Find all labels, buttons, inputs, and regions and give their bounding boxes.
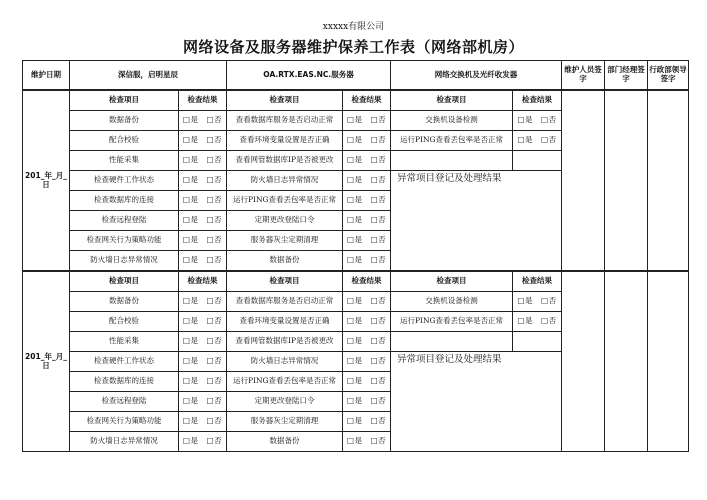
admin-sign-cell[interactable] — [648, 90, 689, 271]
check-result-options[interactable]: □是 □否 — [343, 211, 391, 231]
col-header-item: 检查项目 — [391, 271, 513, 292]
check-item: 性能采集 — [70, 151, 179, 171]
check-item: 检查远程登陆 — [70, 211, 179, 231]
check-item: 查看网管数据库IP是否被更改 — [227, 332, 343, 352]
col-header-item: 检查项目 — [227, 271, 343, 292]
dept-sign-cell[interactable] — [605, 90, 648, 271]
col-header-result: 检查结果 — [513, 90, 562, 111]
check-item: 检查网关行为策略功能 — [70, 231, 179, 251]
header-group-2: OA.RTX.EAS.NC.服务器 — [227, 61, 391, 91]
check-item: 运行PING查看丢包率是否正常 — [391, 312, 513, 332]
check-item: 定期更改登陆口令 — [227, 392, 343, 412]
check-result-options[interactable]: □是 □否 — [343, 292, 391, 312]
check-item: 性能采集 — [70, 332, 179, 352]
col-header-item: 检查项目 — [227, 90, 343, 111]
check-result-options[interactable]: □是 □否 — [179, 392, 227, 412]
check-item: 配合校验 — [70, 312, 179, 332]
header-admin-sign: 行政部领导签字 — [648, 61, 689, 91]
check-result-options[interactable]: □是 □否 — [343, 372, 391, 392]
check-item: 查看网管数据库IP是否被更改 — [227, 151, 343, 171]
check-result-options[interactable]: □是 □否 — [179, 151, 227, 171]
check-item: 数据备份 — [70, 292, 179, 312]
check-item: 数据备份 — [70, 111, 179, 131]
check-item: 查看数据库服务是否启动正常 — [227, 111, 343, 131]
check-item: 服务器灰尘定期清理 — [227, 412, 343, 432]
check-result-options[interactable]: □是 □否 — [179, 372, 227, 392]
check-item: 检查网关行为策略功能 — [70, 412, 179, 432]
column-header-row — [23, 271, 689, 292]
check-item: 数据备份 — [227, 251, 343, 272]
empty-cell — [513, 151, 562, 171]
column-header-row — [23, 90, 689, 111]
empty-cell — [391, 151, 513, 171]
check-result-options[interactable]: □是 □否 — [179, 191, 227, 211]
check-item: 查看环境变量设置是否正确 — [227, 131, 343, 151]
exception-record[interactable] — [391, 352, 562, 452]
check-item: 检查数据库的连接 — [70, 372, 179, 392]
check-item: 交换机设备检测 — [391, 111, 513, 131]
col-header-item: 检查项目 — [391, 90, 513, 111]
check-item: 防火墙日志异常情况 — [227, 171, 343, 191]
check-item: 数据备份 — [227, 432, 343, 452]
check-item: 运行PING查看丢包率是否正常 — [227, 372, 343, 392]
col-header-item: 检查项目 — [70, 271, 179, 292]
maint-sign-cell[interactable] — [562, 271, 605, 452]
header-group-3: 网络交换机及光纤收发器 — [391, 61, 562, 91]
check-result-options[interactable]: □是 □否 — [513, 312, 562, 332]
maintenance-table — [22, 60, 689, 452]
check-result-options[interactable]: □是 □否 — [343, 111, 391, 131]
check-item: 防火墙日志异常情况 — [70, 432, 179, 452]
check-result-options[interactable]: □是 □否 — [513, 131, 562, 151]
check-result-options[interactable]: □是 □否 — [179, 352, 227, 372]
check-result-options[interactable]: □是 □否 — [179, 412, 227, 432]
check-item: 定期更改登陆口令 — [227, 211, 343, 231]
check-item: 运行PING查看丢包率是否正常 — [391, 131, 513, 151]
check-item: 检查数据库的连接 — [70, 191, 179, 211]
exception-label: 异常项目登记及处理结果 — [397, 173, 502, 184]
check-result-options[interactable]: □是 □否 — [343, 352, 391, 372]
exception-record[interactable] — [391, 171, 562, 272]
check-result-options[interactable]: □是 □否 — [179, 332, 227, 352]
header-row — [23, 61, 689, 91]
check-result-options[interactable]: □是 □否 — [179, 312, 227, 332]
check-item: 查看数据库服务是否启动正常 — [227, 292, 343, 312]
check-result-options[interactable]: □是 □否 — [179, 131, 227, 151]
check-result-options[interactable]: □是 □否 — [343, 332, 391, 352]
empty-cell — [391, 332, 513, 352]
check-result-options[interactable]: □是 □否 — [343, 151, 391, 171]
check-result-options[interactable]: □是 □否 — [179, 171, 227, 191]
header-date: 维护日期 — [23, 61, 70, 91]
header-maint-sign: 维护人员签字 — [562, 61, 605, 91]
check-result-options[interactable]: □是 □否 — [179, 211, 227, 231]
check-result-options[interactable]: □是 □否 — [179, 432, 227, 452]
date-cell[interactable]: 201_年_月_日 — [23, 271, 70, 452]
maint-sign-cell[interactable] — [562, 90, 605, 271]
check-result-options[interactable]: □是 □否 — [343, 131, 391, 151]
company-name: xxxxx有限公司 — [322, 22, 385, 32]
check-item: 检查硬件工作状态 — [70, 171, 179, 191]
col-header-result: 检查结果 — [343, 90, 391, 111]
col-header-result: 检查结果 — [513, 271, 562, 292]
check-result-options[interactable]: □是 □否 — [343, 432, 391, 452]
exception-label: 异常项目登记及处理结果 — [397, 354, 502, 365]
check-item: 服务器灰尘定期清理 — [227, 231, 343, 251]
check-item: 交换机设备检测 — [391, 292, 513, 312]
check-result-options[interactable]: □是 □否 — [343, 412, 391, 432]
admin-sign-cell[interactable] — [648, 271, 689, 452]
check-result-options[interactable]: □是 □否 — [343, 171, 391, 191]
dept-sign-cell[interactable] — [605, 271, 648, 452]
check-item: 检查远程登陆 — [70, 392, 179, 412]
col-header-result: 检查结果 — [179, 90, 227, 111]
empty-cell — [513, 332, 562, 352]
form-title: 网络设备及服务器维护保养工作表（网络部机房） — [182, 38, 524, 56]
check-result-options[interactable]: □是 □否 — [513, 111, 562, 131]
check-result-options[interactable]: □是 □否 — [343, 312, 391, 332]
check-item: 配合校验 — [70, 131, 179, 151]
header-dept-sign: 部门经理签字 — [605, 61, 648, 91]
check-result-options[interactable]: □是 □否 — [179, 111, 227, 131]
col-header-item: 检查项目 — [70, 90, 179, 111]
check-result-options[interactable]: □是 □否 — [343, 392, 391, 412]
check-result-options[interactable]: □是 □否 — [343, 231, 391, 251]
date-cell[interactable]: 201_年_月_日 — [23, 90, 70, 271]
check-item: 防火墙日志异常情况 — [227, 352, 343, 372]
check-result-options[interactable]: □是 □否 — [179, 251, 227, 272]
col-header-result: 检查结果 — [179, 271, 227, 292]
check-result-options[interactable]: □是 □否 — [343, 191, 391, 211]
check-result-options[interactable]: □是 □否 — [513, 292, 562, 312]
check-item: 防火墙日志异常情况 — [70, 251, 179, 272]
check-result-options[interactable]: □是 □否 — [343, 251, 391, 272]
check-result-options[interactable]: □是 □否 — [179, 231, 227, 251]
check-result-options[interactable]: □是 □否 — [179, 292, 227, 312]
check-item: 检查硬件工作状态 — [70, 352, 179, 372]
header-group-1: 深信服，启明星辰 — [70, 61, 227, 91]
check-item: 查看环境变量设置是否正确 — [227, 312, 343, 332]
col-header-result: 检查结果 — [343, 271, 391, 292]
check-item: 运行PING查看丢包率是否正常 — [227, 191, 343, 211]
